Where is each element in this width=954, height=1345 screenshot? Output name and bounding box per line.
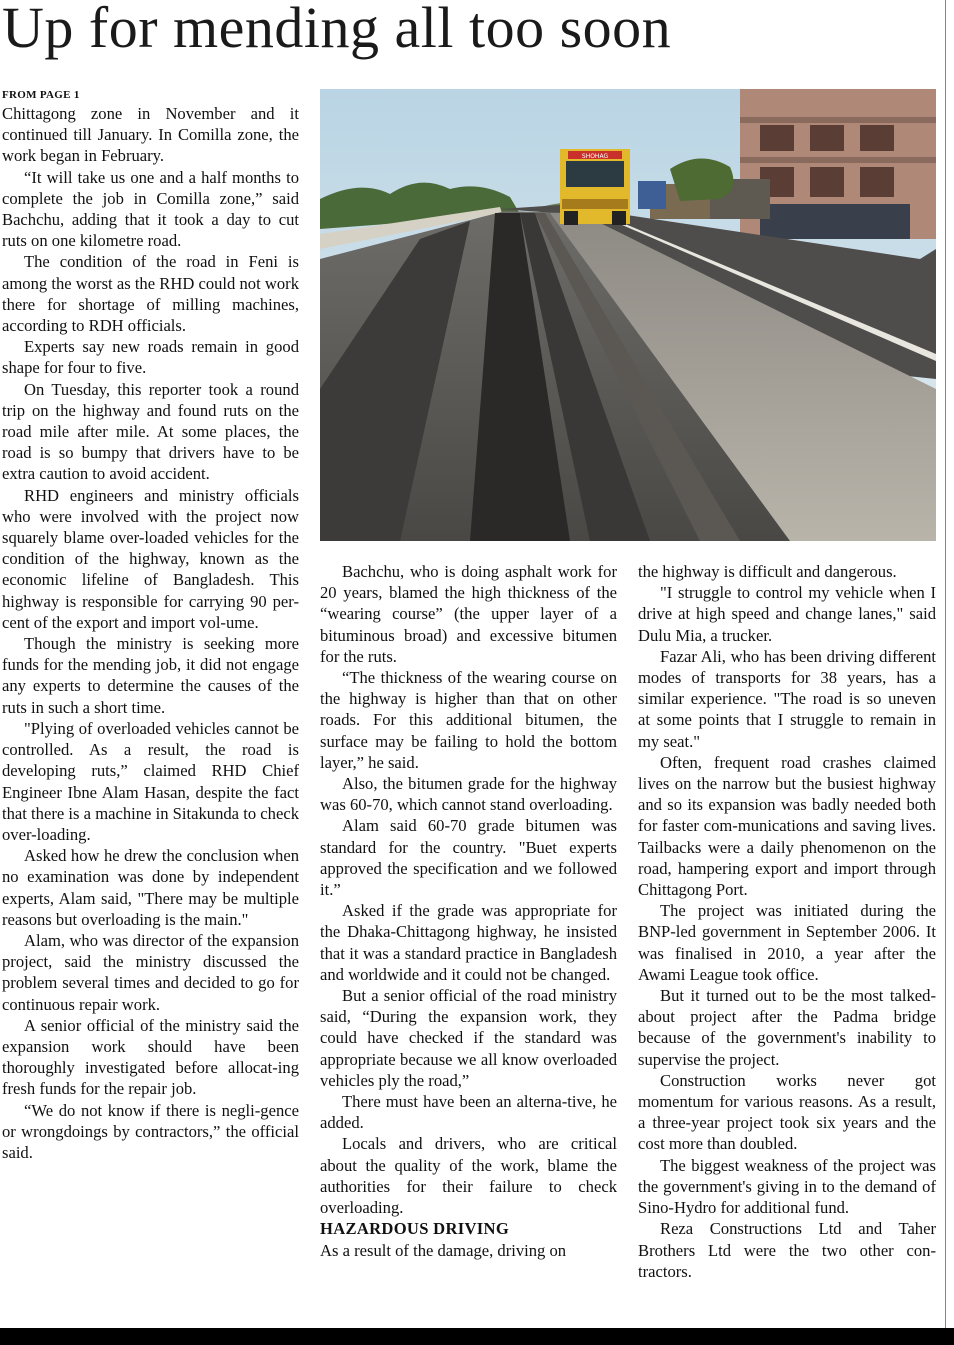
paragraph: The biggest weakness of the project was the government's giving in to the demand of Sino-Hydro for additional fund. [638,1155,936,1218]
paragraph: Asked if the grade was appropriate for the Dhaka-Chittagong highway, he insisted that it was a standard practice in Bangladesh and worldwide and it could not be changed. [320,901,617,984]
paragraph: Experts say new roads remain in good shape for four to five. [2,337,299,378]
paragraph: Bachchu, who is doing asphalt work for 20 years, blamed the high thickness of the “wearing course” (the upper layer of a bituminous broad) and excessive bitumen for the ruts. [320,562,617,666]
paragraph: the highway is difficult and dangerous. [638,562,897,581]
kicker-from-page-1: FROM PAGE 1 [2,89,80,101]
paragraph: Chittagong zone in November and it continued till January. In Comilla zone, the work began in February. [2,104,299,166]
paragraph: But it turned out to be the most talked-about project after the Padma bridge because of the government's inability to supervise the project. [638,986,936,1069]
page-bottom-bar [0,1328,954,1345]
column-rule [945,0,946,1328]
paragraph: Fazar Ali, who has been driving different modes of transports for 38 years, has a similar experience. "The road is so uneven at some points that I struggle to remain in my seat." [638,646,936,751]
column-3 [638,561,936,1282]
paragraph: A senior official of the ministry said the expansion work should have been thoroughly investigated before allocat-ing fresh funds for the repair job. [2,1015,299,1099]
paragraph: There must have been an alterna-tive, he added. [320,1092,617,1133]
column-1 [2,103,299,1163]
paragraph: The project was initiated during the BNP-led government in September 2006. It was finalised in 2010, a year after the Awami League took office. [638,901,936,984]
truck-sign: SHOHAG [581,153,609,160]
headline: Up for mending all too soon [2,0,672,60]
paragraph: Also, the bitumen grade for the highway was 60-70, which cannot stand overloading. [320,774,617,815]
paragraph: RHD engineers and ministry officials who were involved with the project now squarely blame over-loaded vehicles for the condition of the highway, known as the economic lifeline of Bangladesh. This highway is responsible for carrying 90 per-cent of the export and import vol-ume. [2,485,299,632]
paragraph: Locals and drivers, who are critical about the quality of the work, blame the authorities for their failure to check overloading. [320,1134,617,1218]
paragraph: On Tuesday, this reporter took a round trip on the highway and found ruts on the road mile after mile. At some places, the road is so bumpy that drivers have to be extra caution to avoid accident. [2,379,299,484]
paragraph: "I struggle to control my vehicle when I drive at high speed and change lanes," said Dulu Mia, a trucker. [638,583,936,645]
paragraph: Asked how he drew the conclusion when no examination was done by independent experts, Alam said, "There may be multiple reasons but overloading is the main." [2,846,299,929]
paragraph: Construction works never got momentum for various reasons. As a result, a three-year project took six years and the cost more than doubled. [638,1070,936,1154]
paragraph: As a result of the damage, driving on [320,1240,567,1260]
paragraph: Often, frequent road crashes claimed lives on the narrow but the busiest highway and so its expansion was badly needed both for faster com-munications and saving lives. Tailbacks were a daily phenomenon on the road, hampering export and import through Chittagong Port. [638,752,936,900]
paragraph: “We do not know if there is negli-gence or wrongdoings by contractors,” the official said. [2,1100,299,1162]
paragraph: "Plying of overloaded vehicles cannot be controlled. As a result, the road is developing ruts,” claimed RHD Chief Engineer Ibne Alam Hasan, despite the fact that there is a machine in Sitakunda to check over-loading. [2,718,299,844]
paragraph: Alam said 60-70 grade bitumen was standard for the country. "Buet experts approved the specification and we followed it.” [320,816,617,900]
subhead-hazardous-driving: HAZARDOUS DRIVING [320,1219,510,1239]
road-photo [320,89,936,541]
paragraph: Though the ministry is seeking more funds for the mending job, it did not engage any experts to determine the causes of the ruts in such a short time. [2,634,299,717]
paragraph: The condition of the road in Feni is among the worst as the RHD could not work there for shortage of milling machines, according to RDH officials. [2,252,299,336]
paragraph: But a senior official of the road ministry said, “During the expansion work, they could have checked if the standard was appropriate because we all know overloaded vehicles ply the road,” [320,986,617,1090]
paragraph: Reza Constructions Ltd and Taher Brothers Ltd were the two other con-tractors. [638,1219,936,1281]
column-2 [320,561,617,1261]
paragraph: “It will take us one and a half months to complete the job in Comilla zone,” said Bachchu, adding that it took a day to cut ruts on one kilometre road. [2,167,299,251]
paragraph: “The thickness of the wearing course on the highway is higher than that on other roads. For this additional bitumen, the surface may be failing to hold the bottom layer,” he said. [320,668,617,772]
paragraph: Alam, who was director of the expansion project, said the ministry discussed the problem several times and decided to go for continuous repair work. [2,930,299,1014]
